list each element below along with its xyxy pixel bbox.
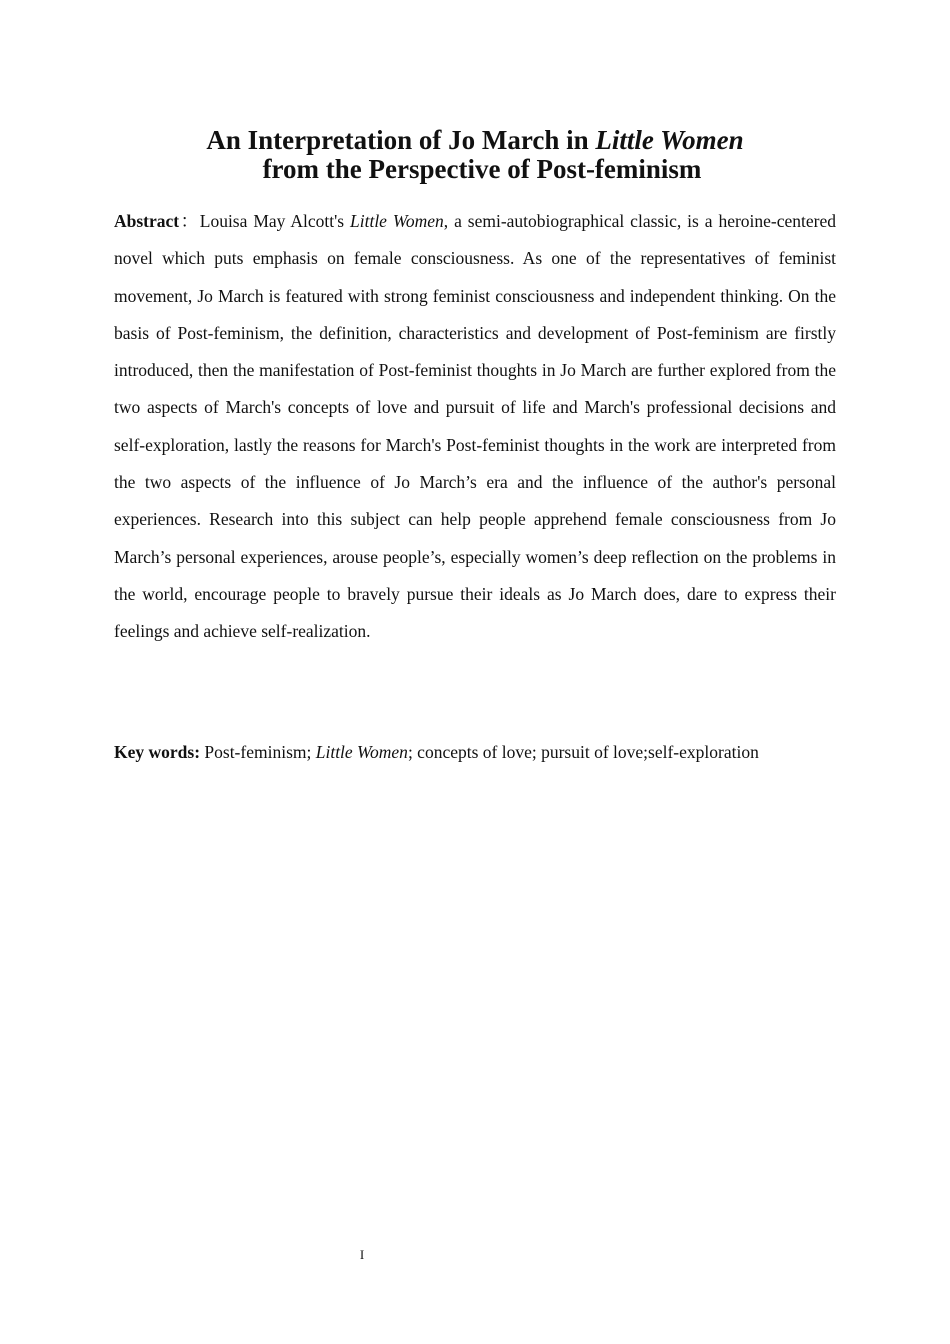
abstract-paragraph bbox=[114, 203, 836, 651]
title-book-name: Little Women bbox=[595, 125, 744, 155]
abstract-text-start: Louisa May Alcott's bbox=[199, 211, 350, 231]
keyword-1: Post-feminism; bbox=[204, 742, 316, 762]
title-line-2: from the Perspective of Post-feminism bbox=[262, 154, 702, 184]
abstract-label: Abstract bbox=[114, 211, 180, 231]
title-line-1 bbox=[0, 126, 950, 155]
keywords-label: Key words: bbox=[114, 742, 201, 762]
keyword-book-name: Little Women bbox=[315, 742, 408, 762]
abstract-separator: ： bbox=[179, 211, 200, 231]
paper-title bbox=[0, 126, 950, 184]
page-number: I bbox=[359, 1247, 365, 1262]
title-line-1-text: An Interpretation of Jo March in bbox=[206, 125, 596, 155]
keywords-line bbox=[114, 734, 836, 771]
abstract-book-name: Little Women bbox=[350, 211, 444, 231]
keywords-rest: ; concepts of love; pursuit of love;self-exploration bbox=[407, 742, 759, 762]
abstract-text-body: , a semi-autobiographical classic, is a heroine-centered novel which puts emphasis on female consciousness. As one of the representatives of feminist movement, Jo March is featured with strong feminist consciousness and independent thinking. On the basis of Post-feminism, the definition, characteristics and development of Post-feminism are firstly introduced, then the manifestation of Post-feminist thoughts in Jo March are further explored from the two aspects of March's concepts of love and pursuit of life and March's professional decisions and self-exploration, lastly the reasons for March's Post-feminist thoughts in the work are interpreted from the two aspects of the influence of Jo March’s era and the influence of the author's personal experiences. Research into this subject can help people apprehend female consciousness from Jo March’s personal experiences, arouse people’s, especially women’s deep reflection on the problems in the world, encourage people to bravely pursue their ideals as Jo March does, dare to express their feelings and achieve self-realization. bbox=[114, 211, 837, 642]
